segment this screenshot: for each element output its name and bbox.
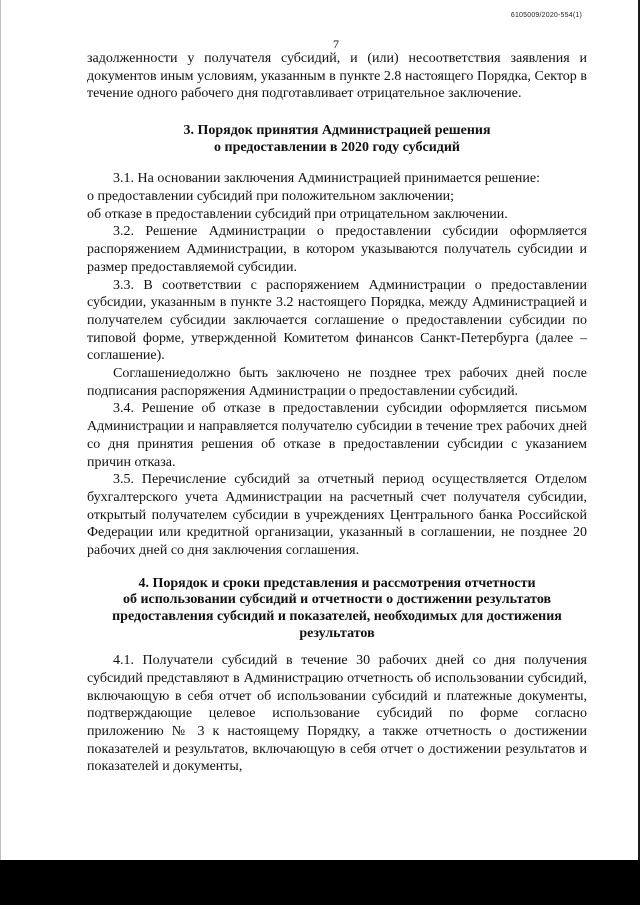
section-4-title-line: предоставления субсидий и показателей, необходимых для достижения <box>112 608 562 624</box>
page-number: 7 <box>333 37 339 51</box>
page-body <box>87 50 587 776</box>
paragraph-4-1: 4.1. Получатели субсидий в течение 30 рабочих дней со дня получения субсидий представляют в Администрацию отчетность об использовании субсидий, включающую в себя отчет об использовании субсидий и платежные документы, подтверждающие целевое использование субсидий по форме согласно приложению № 3 к настоящему Порядку, а также отчетность о достижении показателей и результатов, включающую в себя отчет о достижении результатов и показателей и документы, <box>87 653 587 775</box>
section-3-title <box>87 123 587 156</box>
paragraph-3-4: 3.4. Решение об отказе в предоставлении субсидии оформляется письмом Администрации и направляется получателю субсидии в течение трех рабочих дней со дня принятия решения об отказе в предоставлении субсидии с указанием причин отказа. <box>87 401 587 470</box>
paragraph-3-2: 3.2. Решение Администрации о предоставлении субсидии оформляется распоряжением Администрации, в котором указываются получатель субсидии и размер предоставляемой субсидии. <box>87 224 587 275</box>
section-4-title <box>87 576 587 642</box>
scan-left-edge <box>0 0 1 905</box>
paragraph-3-5: 3.5. Перечисление субсидий за отчетный период осуществляется Отделом бухгалтерского учета Администрации на расчетный счет получателя субсидии, открытый получателем субсидии в учреждениях Центрального банка Российской Федерации или кредитной организации, указанный в соглашении, не позднее 20 рабочих дней со дня заключения соглашения. <box>87 472 587 559</box>
paragraph-3-3: 3.3. В соответствии с распоряжением Администрации о предоставлении субсидии, указанным в пункте 3.2 настоящего Порядка, между Администрацией и получателем субсидии заключается соглашение о предоставлении субсидии по типовой форме, утвержденной Комитетом финансов Санкт-Петербурга (далее – соглашение). <box>87 277 587 364</box>
section-3-title-line: 3. Порядок принятия Администрацией решения <box>183 123 491 139</box>
intro-paragraph: задолженности у получателя субсидий, и (или) несоответствия заявления и документов иным условиям, указанным в пункте 2.8 настоящего Порядка, Сектор в течение одного рабочего дня подготавливает отрицательное заключение. <box>87 51 587 102</box>
section-4-title-line: результатов <box>299 625 375 641</box>
section-3-title-line: о предоставлении в 2020 году субсидий <box>214 139 460 155</box>
document-code: 6105009/2020-554(1) <box>510 12 582 19</box>
paragraph-3-1: 3.1. На основании заключения Администрацией принимается решение: <box>113 171 541 187</box>
paragraph-3-3-agreement: Соглашениедолжно быть заключено не позднее трех рабочих дней после подписания распоряжения Администрации о предоставлении субсидий. <box>87 366 587 399</box>
paragraph-3-1-positive: о предоставлении субсидий при положительном заключении; <box>87 189 455 204</box>
scan-bottom-band <box>0 860 640 905</box>
paragraph-3-1-negative: об отказе в предоставлении субсидий при отрицательном заключении. <box>87 206 508 222</box>
section-4-title-line: 4. Порядок и сроки представления и рассмотрения отчетности <box>138 575 536 591</box>
section-4-title-line: об использовании субсидий и отчетности о достижении результатов <box>122 592 552 608</box>
